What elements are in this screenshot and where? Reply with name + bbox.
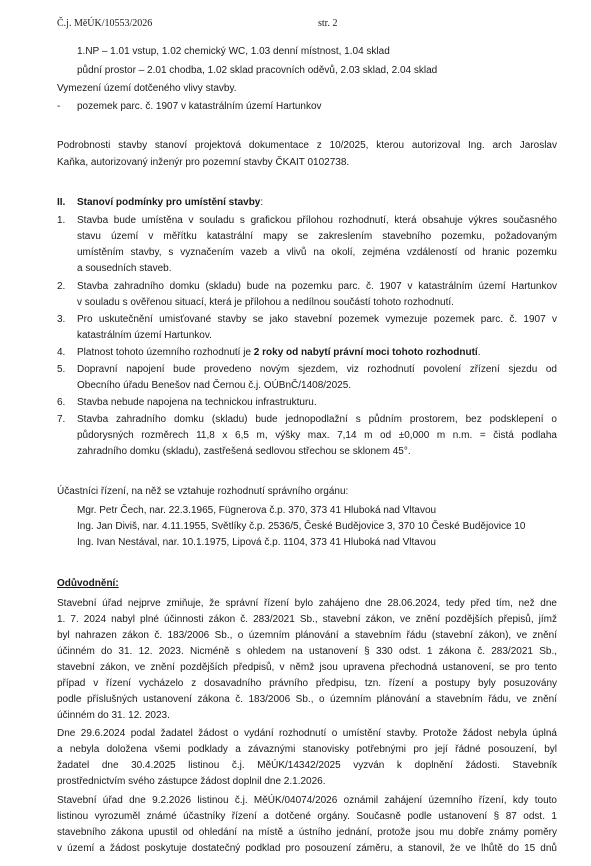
condition-line: Stavba nebude napojena na technickou infrastrukturu. (77, 397, 317, 408)
page-number: str. 2 (318, 18, 338, 29)
reasoning-line: stavební zákon, ve znění pozdějších předpisů, v němž jsou upravena přechodná ustanovení, se pro tento (57, 662, 557, 673)
condition-line: půdorysných rozměrech 11,8 x 6,5 m, výšky max. 7,14 m od ±0,000 m n.m. = čistá podlaha (77, 430, 557, 441)
participant: Ing. Ivan Nestával, nar. 10.1.1975, Lipová č.p. 1104, 373 41 Hluboká nad Vltavou (77, 537, 436, 548)
reasoning-line: listinou vyrozuměl známé účastníky řízení a dotčené orgány. Současně podle ustanovení § 87 odst. 1 (57, 811, 557, 822)
project-details-line: Kaňka, autorizovaný inženýr pro pozemní stavby ČKAIT 0102738. (57, 157, 350, 168)
reasoning-line: podle příslušných ustanovení zákona č. 183/2006 Sb., o územním plánování a stavebním řádu, ve znění (57, 694, 557, 705)
project-details-line: Podrobnosti stavby stanoví projektová dokumentace z 10/2025, kterou autorizoval Ing. arch Jaroslav (57, 140, 557, 151)
reasoning-line: v území a žádost poskytuje dostatečný podklad pro posouzení záměru, a stanovil, že ve lhůtě do 15 dnů (57, 843, 557, 854)
condition-line: Pro uskutečnění umisťované stavby se jako stavební pozemek vymezuje pozemek parc. č. 1907 v (77, 314, 557, 325)
item-number: 4. (57, 347, 66, 358)
reasoning-line: Stavební úřad dne 9.2.2026 listinou č.j. MěÚK/04074/2026 oznámil zahájení územního řízení, kdy touto (57, 795, 557, 806)
reasoning-line: 1. 7. 2024 nabyl plné účinnosti zákon č. 283/2021 Sb., stavební zákon, ve znění pozdějších přepisů, jímž (57, 614, 557, 625)
reasoning-line: žadatel dne 30.4.2025 listinou č.j. MěÚK/14342/2025 vyzván k doplnění žádosti. Stavebník (57, 760, 557, 771)
condition-bold-text: 2 roky od nabytí právní moci tohoto rozhodnutí (253, 347, 478, 358)
participants-intro: Účastníci řízení, na něž se vztahuje rozhodnutí správního orgánu: (57, 486, 349, 497)
reasoning-line: prostřednictvím svého zástupce žádost doplnil dne 2.1.2026. (57, 776, 326, 787)
list-bullet: - (57, 101, 61, 112)
item-number: 3. (57, 314, 66, 325)
condition-text: Platnost tohoto územního rozhodnutí je (77, 347, 254, 358)
floor-line: půdní prostor – 2.01 chodba, 1.02 sklad pracovních oděvů, 2.03 sklad, 2.04 sklad (77, 65, 438, 76)
reasoning-line: byl nahrazen zákon č. 183/2006 Sb., o územním plánování a stavebním řádu (stavební zákon), ve znění (57, 630, 557, 641)
condition-line: umístěním stavby, s vyznačením vazeb a vlivů na okolí, zejména vzdáleností od hranic pozemku (77, 247, 557, 258)
reasoning-line: případ v řízení vycházelo z dosavadního právního předpisu, tzn. řízení a postupy byly posuzovány (57, 678, 557, 689)
participant: Mgr. Petr Čech, nar. 22.3.1965, Fügnerova č.p. 370, 373 41 Hluboká nad Vltavou (77, 505, 437, 516)
condition-line: zahradního domku (skladu), zastřešená sedlovou střechou se sklonem 45°. (77, 446, 411, 457)
reasoning-line: účinném do 31. 12. 2023. Nicméně s ohledem na ustanovení § 330 odst. 1 zákona č. 283/2021 Sb., (57, 646, 557, 657)
item-number: 5. (57, 364, 66, 375)
condition-text: . (477, 347, 481, 358)
item-number: 7. (57, 414, 66, 425)
section-title-suffix: : (260, 197, 264, 208)
condition-line: Stavba bude umístěna v souladu s grafickou přílohou rozhodnutí, která obsahuje výkres současného (77, 215, 557, 226)
section-title-text: Stanoví podmínky pro umístění stavby (77, 197, 261, 208)
section-number: II. (57, 197, 66, 208)
affected-area-title: Vymezení území dotčeného vlivy stavby. (57, 83, 237, 94)
reasoning-line: Stavební úřad nejprve zmiňuje, že správní řízení bylo zahájeno dne 28.06.2024, tedy před tím, než dne (57, 598, 557, 609)
condition-line: Dopravní napojení bude provedeno novým sjezdem, viz rozhodnutí povolení zřízení sjezdu od (77, 364, 557, 375)
item-number: 1. (57, 215, 66, 226)
condition-line: katastrálním území Hartunkov. (77, 330, 212, 341)
section-title (77, 197, 263, 209)
reasoning-line: stavebního zákona upustil od ohledání na místě a ústního jednání, protože jsou mu dobře známy poměry (57, 827, 557, 838)
item-number: 2. (57, 281, 66, 292)
reasoning-line: Dne 29.6.2024 podal žadatel žádost o vydání rozhodnutí o umístění stavby. Protože žádost nebyla úplná (57, 728, 557, 739)
affected-item: pozemek parc. č. 1907 v katastrálním území Hartunkov (77, 101, 322, 112)
condition-line: Obecního úřadu Benešov nad Černou č.j. OÚBnČ/1408/2025. (77, 380, 352, 391)
condition-line: Stavba zahradního domku (skladu) bude jednopodlažní s půdním prostorem, bez podsklepení o (77, 414, 557, 425)
condition-line (77, 347, 480, 359)
condition-line: stavu území v měřítku katastrální mapy se zakreslením stavebního pozemku, požadovaným (77, 231, 557, 242)
floor-line: 1.NP – 1.01 vstup, 1.02 chemický WC, 1.03 denní místnost, 1.04 sklad (77, 46, 390, 57)
reference-number: Č.j. MěÚK/10553/2026 (57, 18, 153, 29)
reasoning-title: Odůvodnění: (57, 578, 119, 589)
reasoning-line: účinném do 31. 12. 2023. (57, 710, 170, 721)
condition-line: Stavba zahradního domku (skladu) bude na pozemku parc. č. 1907 v katastrálním území Hartunkov (77, 281, 557, 292)
item-number: 6. (57, 397, 66, 408)
participant: Ing. Jan Diviš, nar. 4.11.1955, Světlíky č.p. 2536/5, České Budějovice 3, 370 10 České Budějovice 10 (77, 521, 526, 532)
condition-line: a sousedních staveb. (77, 263, 172, 274)
reasoning-line: a nebyla doložena všemi podklady a závaznými stanovisky potřebnými pro její řádné posouzení, byl (57, 744, 557, 755)
condition-line: v souladu s ověřenou situací, která je přílohou a nedílnou součástí tohoto rozhodnutí. (77, 297, 454, 308)
